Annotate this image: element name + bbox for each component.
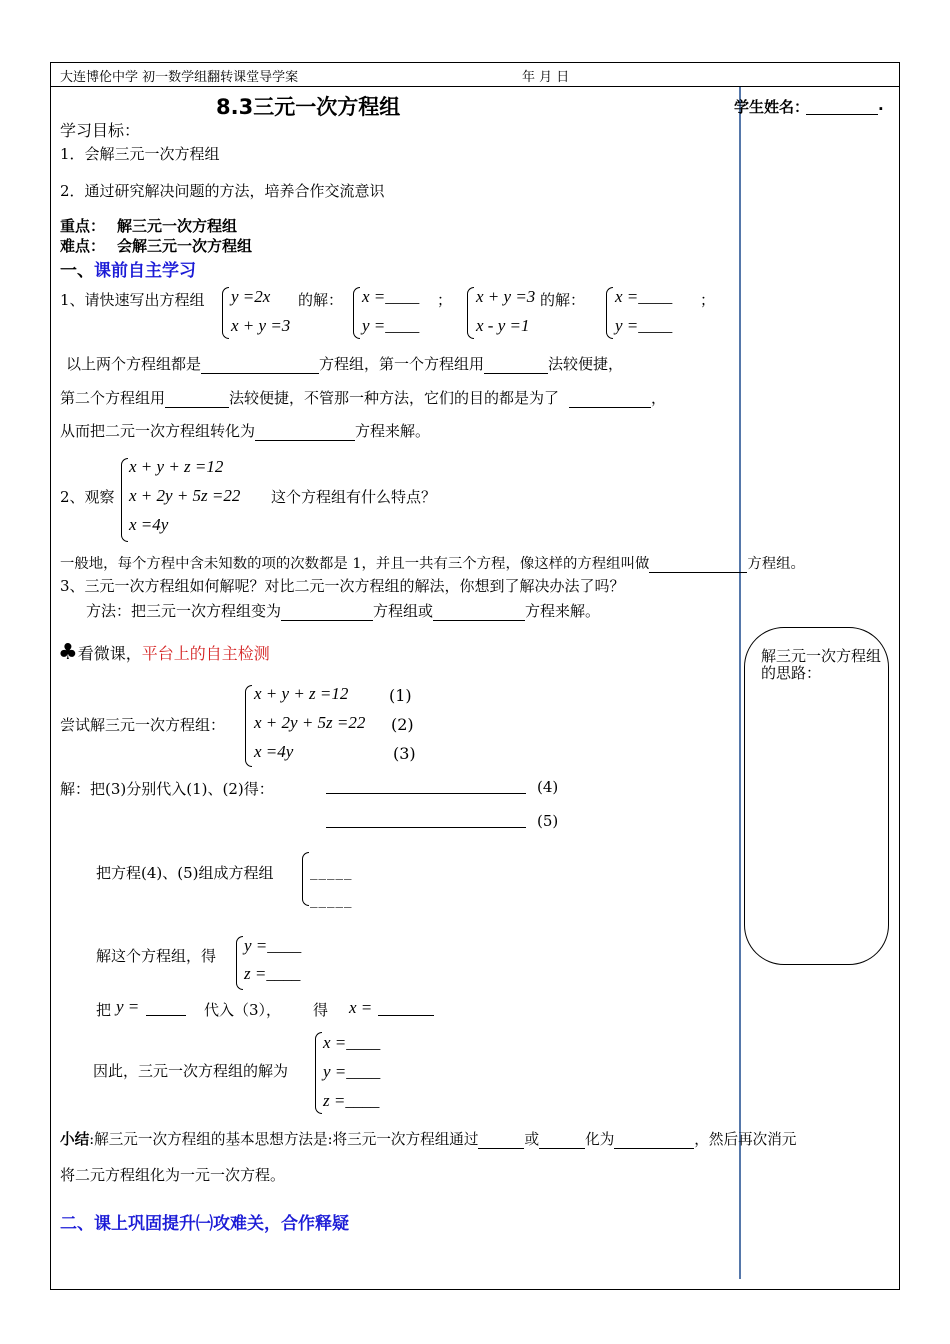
combine-row1[interactable]: _____	[310, 862, 353, 880]
method-part2: 方程组或	[373, 602, 434, 620]
eq4-num: (4)	[537, 778, 559, 796]
sub-x: x =	[349, 998, 373, 1017]
method-line	[86, 600, 600, 621]
section1-heading	[60, 256, 196, 281]
column-divider	[739, 87, 741, 1279]
q2-eq2: x + 2y + 5z =22	[129, 486, 241, 505]
combine-row2[interactable]: _____	[310, 890, 353, 908]
student-name-end: .	[878, 96, 884, 114]
fill1-text	[66, 353, 623, 374]
summary-part3: 化为	[585, 1131, 615, 1148]
sub-x-blank[interactable]	[378, 1015, 434, 1016]
student-name-blank[interactable]	[806, 114, 878, 115]
eq5-num: (5)	[537, 812, 559, 830]
q1-sys1-eq1: y =2x	[231, 287, 271, 306]
fill2-text	[60, 387, 666, 408]
summary-label: 小结	[60, 1131, 90, 1148]
fill1-part2: 方程组，第一个方程组用	[319, 355, 485, 373]
key-point-text: 解三元一次方程组	[117, 217, 238, 235]
summary-blank3[interactable]	[614, 1131, 694, 1149]
summary-line1	[60, 1128, 796, 1149]
fill1-blank1[interactable]	[201, 355, 319, 374]
difficult-point-label: 难点：	[60, 237, 106, 255]
page-title: 8.3三元一次方程组	[216, 95, 401, 119]
summary-blank2[interactable]	[539, 1131, 585, 1149]
summary-blank1[interactable]	[478, 1131, 524, 1149]
micro-text2: 平台上的自主检测	[141, 644, 270, 663]
objective-1: 1．会解三元一次方程组	[60, 145, 220, 163]
solve-brace	[236, 936, 243, 990]
try-prefix: 尝试解三元一次方程组：	[60, 716, 226, 734]
sub-get: 得	[313, 1001, 329, 1019]
header-school: 大连博伦中学 初一数学组翻转课堂导学案	[60, 70, 299, 85]
q2-prefix: 2、观察	[60, 488, 115, 506]
q1-ans2-brace	[606, 287, 613, 339]
header-date: 年 月 日	[522, 70, 570, 85]
conclude-text: 因此，三元一次方程组的解为	[93, 1062, 289, 1080]
solve-line1: 解：把(3)分别代入(1)、(2)得：	[60, 780, 274, 798]
side-note-text: 解三元一次方程组的思路：	[761, 647, 882, 682]
summary-part1: :解三元一次方程组的基本思想方法是:将三元一次方程组通过	[89, 1131, 479, 1148]
q1-sys1-eq2: x + y =3	[231, 316, 291, 335]
final-z[interactable]: z =____	[323, 1091, 380, 1110]
q1-ans1-brace	[353, 287, 360, 339]
section2-heading: 二、课上巩固提升㈠攻难关，合作释疑	[60, 1214, 349, 1234]
try-num2: (2)	[391, 715, 414, 734]
fill2-blank1[interactable]	[165, 389, 229, 408]
fill3-part1: 从而把二元一次方程组转化为	[60, 422, 256, 440]
try-num3: (3)	[393, 744, 416, 763]
try-brace	[245, 685, 252, 767]
q1-sep: ；	[437, 291, 453, 309]
fill3-text	[60, 420, 430, 441]
summary-part4: ，然后再次消元	[694, 1131, 797, 1148]
q3-text: 3、三元一次方程组如何解呢？对比二元一次方程组的解法，你想到了解决办法了吗？	[60, 577, 625, 595]
fill2-part3: ，	[651, 389, 667, 407]
q1-ans1-x[interactable]: x =____	[362, 287, 420, 306]
difficult-point-text: 会解三元一次方程组	[117, 237, 253, 255]
q2-eq1: x + y + z =12	[129, 457, 224, 476]
q1-sys2-brace	[467, 287, 474, 339]
combine-text: 把方程(4)、(5)组成方程组	[96, 864, 274, 882]
method-blank2[interactable]	[433, 602, 525, 621]
definition-line	[60, 552, 805, 573]
sub-y: y =	[116, 997, 140, 1016]
q1-ans2-x[interactable]: x =____	[615, 287, 673, 306]
final-brace	[315, 1032, 322, 1114]
definition-part2: 方程组。	[747, 556, 805, 572]
objectives-heading: 学习目标：	[60, 121, 141, 140]
try-eq1: x + y + z =12	[254, 684, 349, 703]
fill1-blank2[interactable]	[484, 355, 548, 374]
q1-ans2-y[interactable]: y =____	[615, 316, 673, 335]
micro-line	[58, 640, 270, 665]
objective-2: 2．通过研究解决问题的方法，培养合作交流意识	[60, 182, 385, 200]
header-divider	[50, 86, 900, 87]
fill2-part2: 法较便捷，不管那一种方法，它们的目的都是为了	[229, 389, 560, 407]
q1-sys1-brace	[222, 287, 229, 339]
summary-part2: 或	[524, 1131, 540, 1148]
q1-sys2-eq1: x + y =3	[476, 287, 536, 306]
fill1-part3: 法较便捷，	[548, 355, 624, 373]
solve-row-z[interactable]: z =____	[244, 964, 301, 983]
try-num1: (1)	[389, 686, 412, 705]
solve-text: 解这个方程组，得	[96, 947, 217, 965]
q1-sys2-eq2: x - y =1	[476, 316, 530, 335]
eq4-blank[interactable]	[326, 793, 526, 794]
q1-end: ；	[700, 291, 716, 309]
micro-text1: 看微课，	[77, 644, 142, 663]
final-y[interactable]: y =____	[323, 1062, 381, 1081]
q2-question: 这个方程组有什么特点？	[271, 488, 437, 506]
method-blank1[interactable]	[281, 602, 373, 621]
q1-ans1-y[interactable]: y =____	[362, 316, 420, 335]
q2-brace	[121, 458, 128, 542]
club-icon: ♣	[58, 640, 78, 665]
fill2-blank2[interactable]	[569, 389, 651, 408]
combine-brace	[302, 852, 309, 906]
definition-blank[interactable]	[649, 556, 747, 573]
section1-title: 课前自主学习	[94, 261, 196, 281]
eq5-blank[interactable]	[326, 827, 526, 828]
q1-middle2: 的解：	[540, 291, 586, 309]
q1-middle1: 的解：	[298, 291, 344, 309]
key-point-label: 重点：	[60, 217, 106, 235]
method-part3: 方程来解。	[525, 602, 601, 620]
section1-prefix: 一、	[60, 261, 94, 281]
method-part1: 方法：把三元一次方程组变为	[86, 602, 282, 620]
try-eq3: x =4y	[254, 742, 294, 761]
fill1-part1: 以上两个方程组都是	[66, 355, 202, 373]
definition-part1: 一般地，每个方程中含未知数的项的次数都是 1，并且一共有三个方程，像这样的方程组叫做	[60, 556, 650, 572]
fill3-part2: 方程来解。	[355, 422, 431, 440]
final-x[interactable]: x =____	[323, 1033, 381, 1052]
fill2-part1: 第二个方程组用	[60, 389, 166, 407]
fill3-blank[interactable]	[255, 422, 355, 441]
q1-prefix: 1、请快速写出方程组	[60, 291, 205, 309]
student-name-label: 学生姓名：	[734, 98, 810, 116]
q2-eq3: x =4y	[129, 515, 169, 534]
sub-middle: 代入（3），	[204, 1001, 282, 1019]
summary-line2: 将二元方程组化为一元一次方程。	[60, 1166, 286, 1184]
sub-y-blank[interactable]	[146, 1015, 186, 1016]
sub-prefix: 把	[96, 1001, 112, 1019]
try-eq2: x + 2y + 5z =22	[254, 713, 366, 732]
solve-row-y[interactable]: y =____	[244, 936, 302, 955]
